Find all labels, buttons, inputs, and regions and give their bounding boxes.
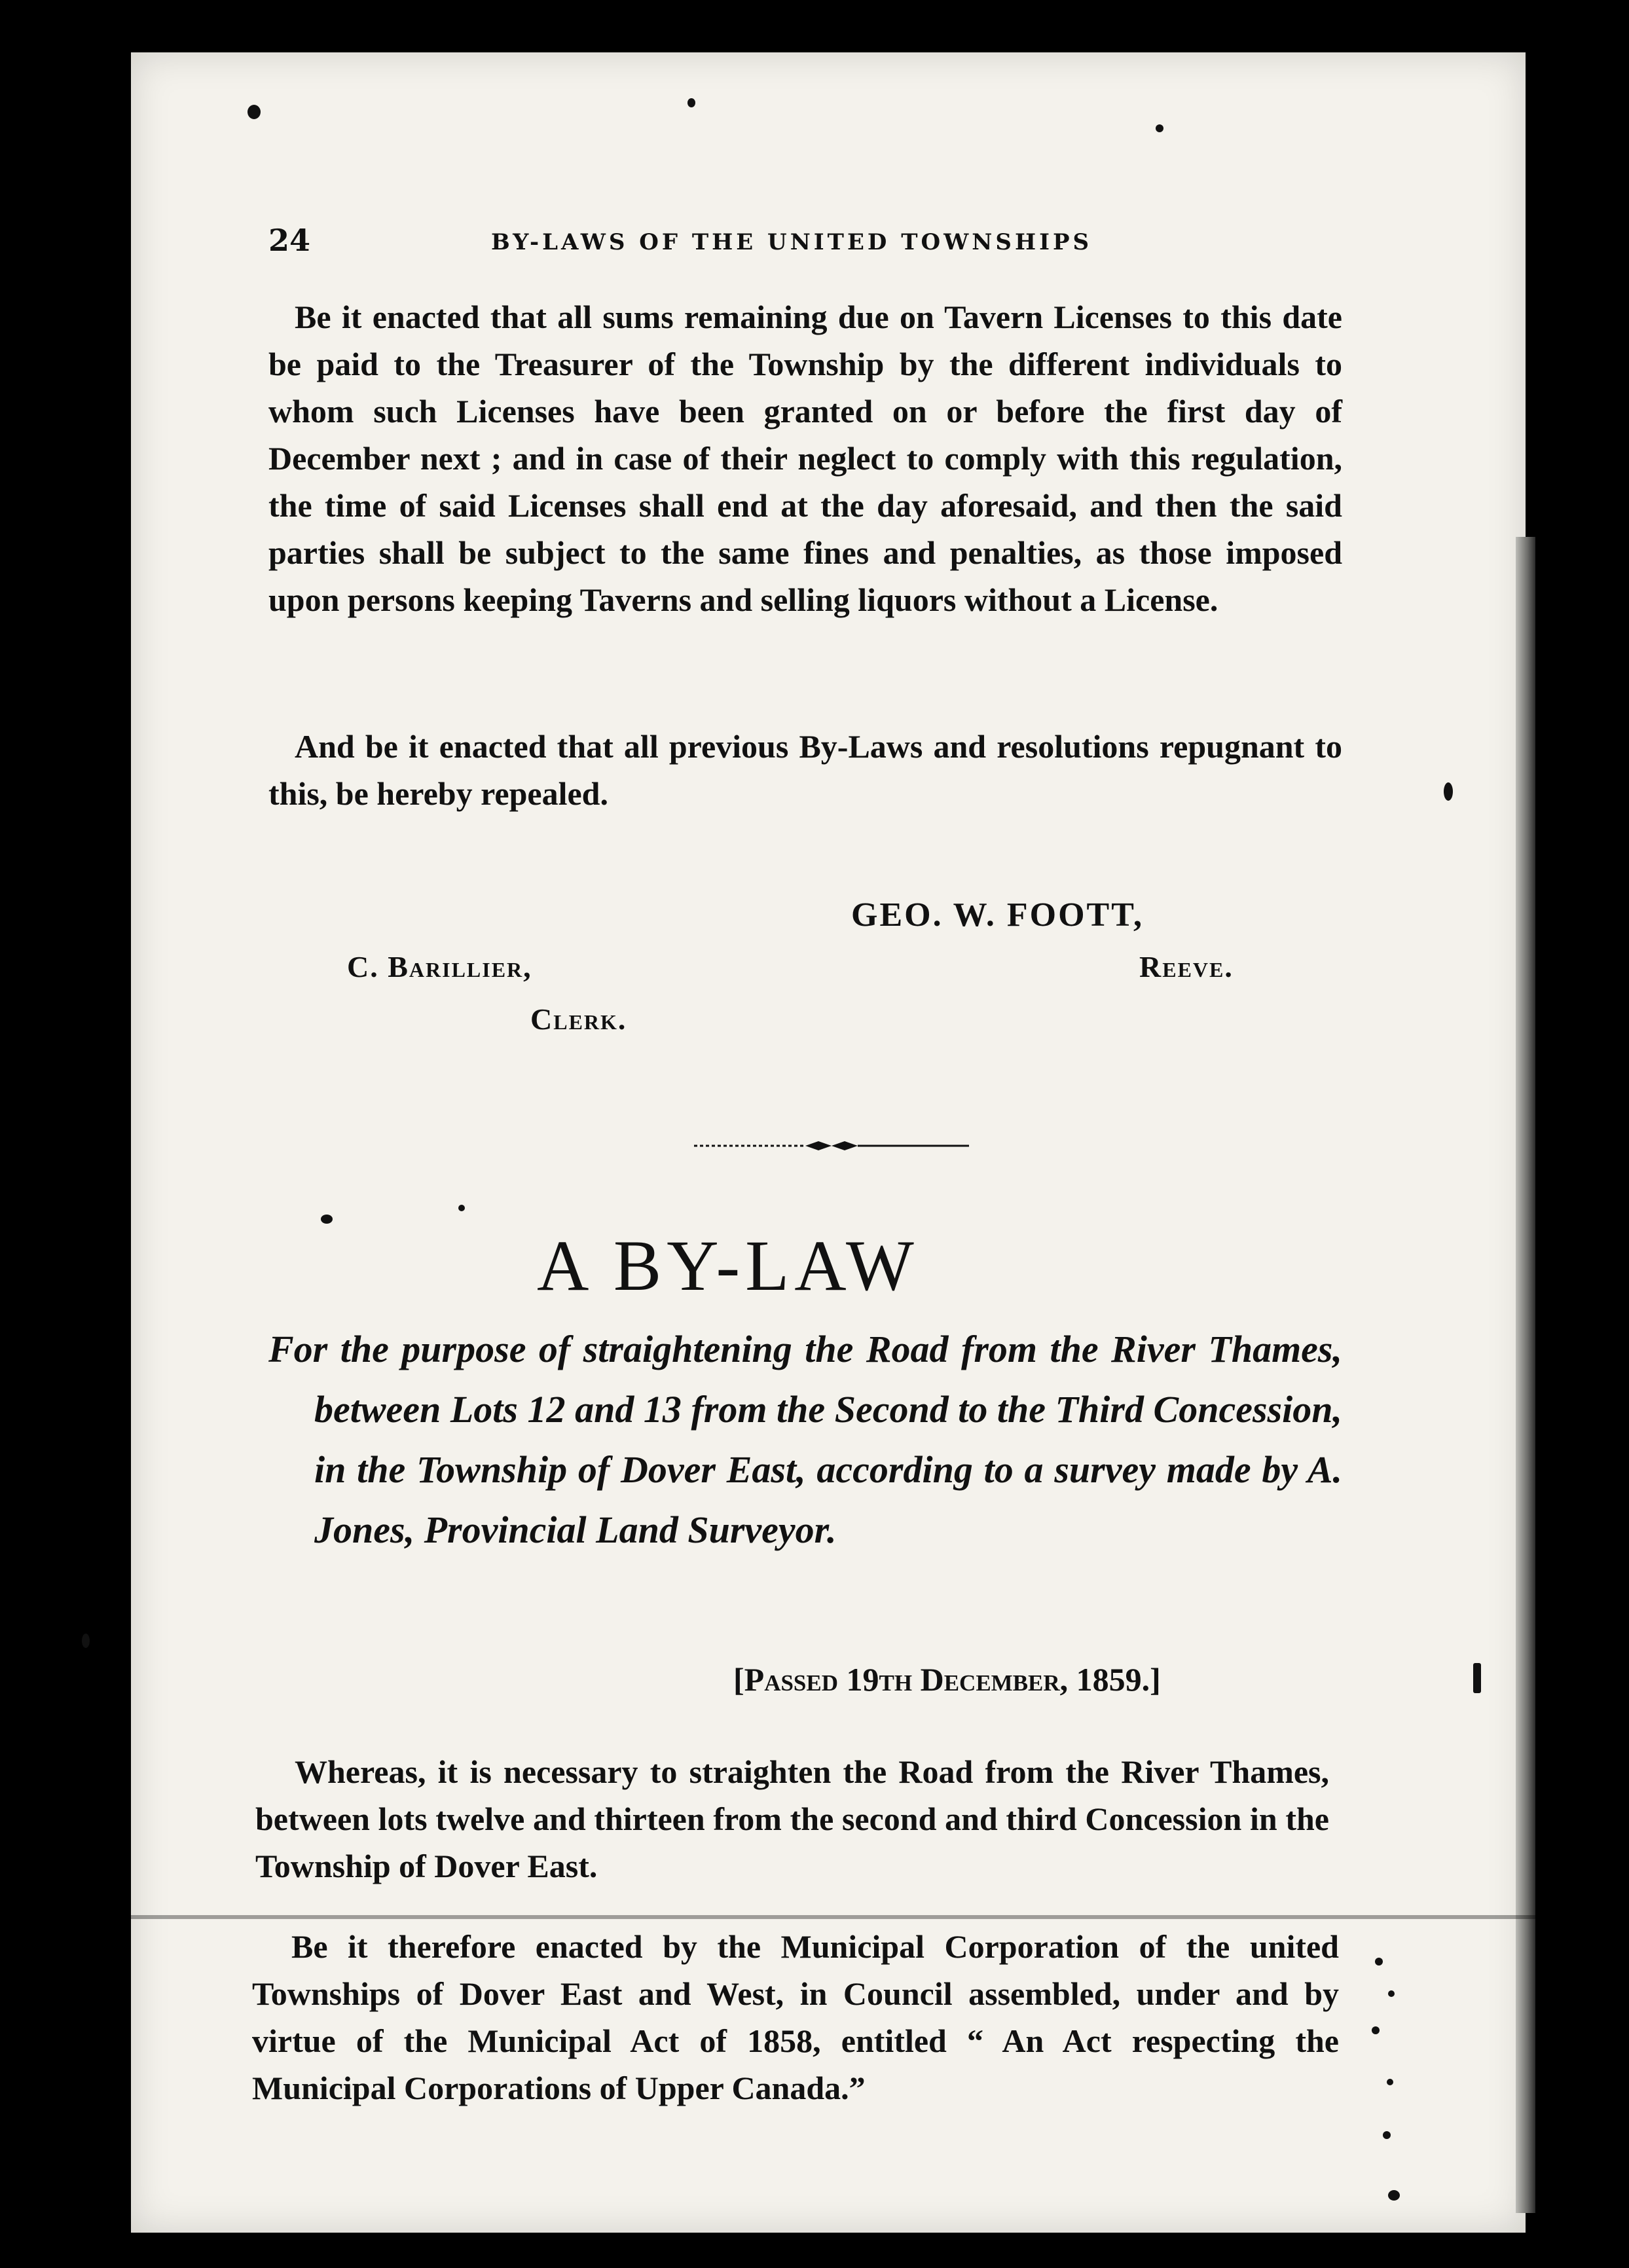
ink-speck — [1388, 1990, 1395, 1997]
ink-speck — [1388, 2190, 1400, 2201]
tavern-licenses-paragraph: Be it enacted that all sums remaining due on Tavern Licenses to this date be paid to the Treasurer of the Township by the different individuals to whom such Licenses have been granted on or before the first day of December next ; and in case of their neglect to comply with this regulation, the time of said Licenses shall end at the day aforesaid, and then the said parties shall be subject to the same fines and penalties, as those imposed upon persons keeping Taverns and selling liquors without a License. — [268, 299, 1342, 618]
bylaw-heading: A BY-LAW — [537, 1226, 919, 1306]
page-edge — [1516, 537, 1535, 2213]
passed-date: [Passed 19th December, 1859.] — [733, 1661, 1161, 1698]
reeve-name: GEO. W. FOOTT, — [851, 896, 1144, 934]
ink-speck — [82, 1634, 90, 1648]
enactment-paragraph: Be it therefore enacted by the Municipal Corporation of the united Townships of Dover East and West, in Council assembled, under and by virtue of the Municipal Act of 1858, entitled “ An Act respecting the Municipal Corporations of Upper Canada.” — [252, 1928, 1339, 2106]
ink-speck — [321, 1215, 333, 1224]
ink-speck — [1156, 124, 1163, 132]
repeal-paragraph: And be it enacted that all previous By-Laws and resolutions repugnant to this, be hereby repealed. — [268, 728, 1342, 812]
ink-speck — [1444, 782, 1453, 801]
ink-speck — [1375, 1958, 1383, 1966]
whereas-paragraph: Whereas, it is necessary to straighten the Road from the River Thames, between lots twelve and thirteen from the second and third Concession in the Township of Dover East. — [255, 1753, 1329, 1884]
ink-speck — [687, 98, 695, 107]
bylaw-purpose: For the purpose of straightening the Road from the River Thames, between Lots 12 and 13 from the Second to the Third Concession, in the Township of Dover East, according to a survey made by A. Jones, Provincial Land Surveyor. — [268, 1328, 1342, 1551]
ink-speck — [1383, 2131, 1391, 2139]
ink-speck — [1372, 2026, 1380, 2034]
clerk-title: Clerk. — [530, 1002, 627, 1036]
running-head — [268, 223, 1342, 262]
running-title: BY-LAWS OF THE UNITED TOWNSHIPS — [491, 229, 1093, 255]
ink-speck — [1387, 2079, 1393, 2085]
scan-line — [0, 1915, 1629, 1919]
clerk-name: C. Barillier, — [347, 950, 532, 983]
ink-speck — [1473, 1663, 1481, 1693]
reeve-title: Reeve. — [1139, 950, 1234, 983]
page-number: 24 — [268, 223, 311, 258]
ink-speck — [247, 105, 261, 119]
ink-speck — [458, 1205, 465, 1211]
section-divider-ornament — [694, 1136, 969, 1156]
